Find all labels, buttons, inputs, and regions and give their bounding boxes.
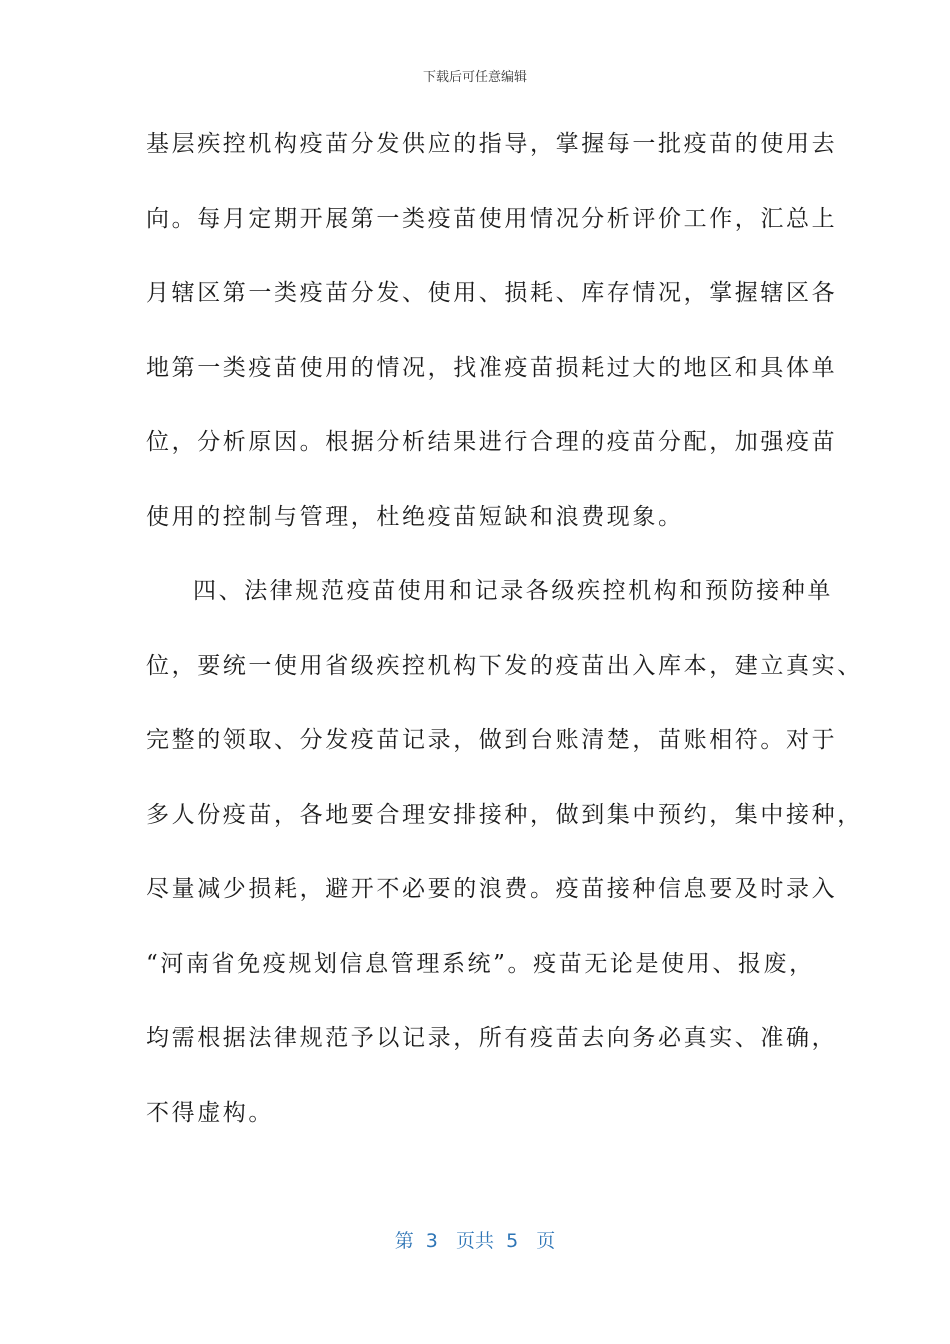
paragraph-line: “河南省免疫规划信息管理系统”。疫苗无论是使用、报废， — [146, 950, 815, 977]
page-number-footer: 第 3 页共 5 页 — [394, 1230, 556, 1252]
paragraph-line: 完整的领取、分发疫苗记录，做到台账清楚，苗账相符。对于 — [146, 727, 838, 753]
paragraph-line: 位，要统一使用省级疾控机构下发的疫苗出入库本，建立真实、 — [146, 652, 863, 679]
paragraph-line: 多人份疫苗，各地要合理安排接种，做到集中预约，集中接种， — [146, 801, 863, 828]
paragraph-line: 月辖区第一类疫苗分发、使用、损耗、库存情况，掌握辖区各 — [146, 280, 838, 306]
paragraph-line: 不得虚构。 — [146, 1099, 274, 1126]
page-header-note: 下载后可任意编辑 — [422, 70, 527, 85]
paragraph-line: 向。每月定期开展第一类疫苗使用情况分析评价工作，汇总上 — [146, 205, 838, 232]
paragraph-line: 位，分析原因。根据分析结果进行合理的疫苗分配，加强疫苗 — [146, 429, 838, 455]
paragraph-line: 地第一类疫苗使用的情况，找准疫苗损耗过大的地区和具体单 — [146, 354, 838, 381]
paragraph-line: 尽量减少损耗，避开不必要的浪费。疫苗接种信息要及时录入 — [146, 876, 838, 902]
body-text — [146, 120, 863, 1163]
paragraph-line: 使用的控制与管理，杜绝疫苗短缺和浪费现象。 — [146, 503, 684, 530]
paragraph-line: 基层疾控机构疫苗分发供应的指导，掌握每一批疫苗的使用去 — [146, 131, 838, 157]
section-heading-line: 四、法律规范疫苗使用和记录各级疾控机构和预防接种单 — [193, 578, 833, 604]
paragraph-line: 均需根据法律规范予以记录，所有疫苗去向务必真实、准确， — [146, 1025, 838, 1051]
